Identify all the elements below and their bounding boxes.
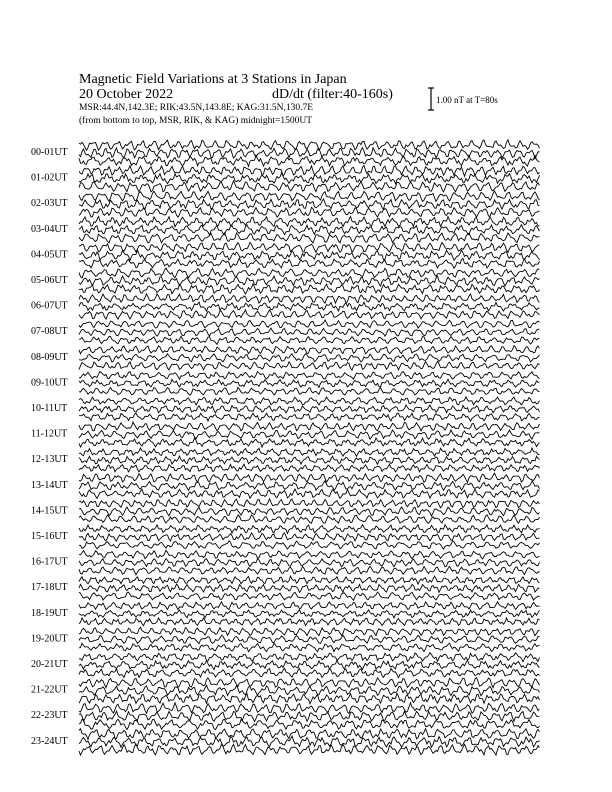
trace-kag-10-11ut <box>79 397 540 405</box>
hour-label: 16-17UT <box>31 556 68 568</box>
scale-label: 1.00 nT at T=80s <box>436 95 498 105</box>
trace-kag-15-16ut <box>79 525 540 534</box>
trace-rik-17-18ut <box>79 584 540 592</box>
trace-rik-20-21ut <box>79 660 540 670</box>
scale-bar <box>428 88 434 110</box>
hour-label: 02-03UT <box>31 198 68 210</box>
trace-msr-10-11ut <box>79 413 540 421</box>
trace-msr-07-08ut <box>79 336 540 344</box>
hour-label: 22-23UT <box>31 710 68 722</box>
trace-kag-17-18ut <box>79 576 540 584</box>
trace-msr-00-01ut <box>79 155 540 166</box>
trace-msr-06-07ut <box>79 310 540 319</box>
filter-label: dD/dt (filter:40-160s) <box>272 87 393 102</box>
hour-label: 14-15UT <box>31 505 68 517</box>
trace-kag-19-20ut <box>79 627 540 635</box>
chart-title: Magnetic Field Variations at 3 Stations in Japan <box>79 72 347 87</box>
trace-rik-15-16ut <box>79 533 540 541</box>
trace-rik-21-22ut <box>79 685 540 696</box>
trace-msr-04-05ut <box>79 258 540 268</box>
trace-kag-07-08ut <box>79 320 540 328</box>
chart-date: 20 October 2022 <box>79 87 174 102</box>
trace-group <box>79 140 540 755</box>
hour-label: 10-11UT <box>31 403 68 414</box>
hour-label: 08-09UT <box>31 351 68 363</box>
trace-kag-12-13ut <box>79 448 540 456</box>
trace-rik-18-19ut <box>79 610 540 618</box>
trace-kag-09-10ut <box>79 371 540 379</box>
trace-msr-16-17ut <box>79 566 540 575</box>
trace-msr-02-03ut <box>79 207 540 217</box>
trace-kag-13-14ut <box>79 473 540 482</box>
trace-rik-12-13ut <box>79 456 540 464</box>
hour-label: 07-08UT <box>31 326 68 338</box>
trace-rik-10-11ut <box>79 405 540 413</box>
trace-kag-14-15ut <box>79 499 540 508</box>
hour-label: 23-24UT <box>31 735 68 747</box>
trace-rik-07-08ut <box>79 328 540 336</box>
hour-label: 20-21UT <box>31 659 68 670</box>
trace-msr-13-14ut <box>79 489 540 498</box>
trace-rik-16-17ut <box>79 559 540 567</box>
trace-rik-14-15ut <box>79 507 540 516</box>
trace-msr-01-02ut <box>79 181 540 192</box>
hour-label: 15-16UT <box>31 531 68 542</box>
trace-rik-11-12ut <box>79 430 540 439</box>
trace-kag-02-03ut <box>79 191 540 201</box>
trace-kag-16-17ut <box>79 550 540 559</box>
trace-msr-14-15ut <box>79 515 540 523</box>
trace-msr-03-04ut <box>79 233 540 243</box>
trace-msr-09-10ut <box>79 387 540 395</box>
trace-kag-11-12ut <box>79 422 540 431</box>
trace-rik-04-05ut <box>79 250 540 260</box>
trace-msr-19-20ut <box>79 643 540 652</box>
hour-label: 13-14UT <box>31 479 68 491</box>
trace-rik-09-10ut <box>79 379 540 387</box>
trace-kag-22-23ut <box>79 703 540 714</box>
trace-kag-05-06ut <box>79 268 540 278</box>
trace-rik-05-06ut <box>79 276 540 286</box>
trace-kag-18-19ut <box>79 602 540 610</box>
hour-label: 21-22UT <box>31 684 68 696</box>
hour-label: 17-18UT <box>31 582 68 594</box>
trace-kag-20-21ut <box>79 653 540 662</box>
trace-msr-20-21ut <box>79 668 540 677</box>
hour-label: 04-05UT <box>31 249 68 261</box>
hour-label: 12-13UT <box>31 454 68 466</box>
hour-label: 05-06UT <box>31 275 68 286</box>
trace-kag-21-22ut <box>79 678 540 688</box>
trace-msr-05-06ut <box>79 284 540 294</box>
trace-msr-18-19ut <box>79 618 540 626</box>
trace-msr-15-16ut <box>79 541 540 549</box>
trace-kag-03-04ut <box>79 217 540 227</box>
hour-label: 11-12UT <box>31 428 68 440</box>
trace-kag-00-01ut <box>79 140 540 151</box>
trace-rik-03-04ut <box>79 225 540 235</box>
trace-msr-12-13ut <box>79 464 540 472</box>
trace-msr-17-18ut <box>79 592 540 600</box>
trace-kag-08-09ut <box>79 346 540 354</box>
trace-kag-06-07ut <box>79 294 540 303</box>
trace-rik-00-01ut <box>79 148 540 159</box>
station-order-note: (from bottom to top, MSR, RIK, & KAG) midnight=1500UT <box>79 116 313 126</box>
hour-label: 09-10UT <box>31 377 68 389</box>
hour-label: 06-07UT <box>31 300 68 312</box>
trace-msr-08-09ut <box>79 361 540 370</box>
trace-msr-21-22ut <box>79 693 540 703</box>
trace-rik-19-20ut <box>79 635 540 644</box>
trace-msr-23-24ut <box>79 744 540 755</box>
trace-rik-08-09ut <box>79 354 540 362</box>
hour-label-group <box>31 147 68 747</box>
trace-msr-11-12ut <box>79 438 540 447</box>
trace-rik-01-02ut <box>79 173 540 184</box>
trace-rik-06-07ut <box>79 302 540 311</box>
station-coordinates: MSR:44.4N,142.3E; RIK:43.5N,143.8E; KAG:31.5N,130.7E <box>79 103 314 113</box>
hour-label: 01-02UT <box>31 172 68 184</box>
hour-label: 00-01UT <box>31 147 68 158</box>
trace-msr-22-23ut <box>79 719 540 729</box>
hour-label: 19-20UT <box>31 633 68 645</box>
trace-rik-13-14ut <box>79 481 540 491</box>
trace-kag-04-05ut <box>79 242 540 252</box>
trace-rik-02-03ut <box>79 199 540 209</box>
hour-label: 18-19UT <box>31 607 68 619</box>
hour-label: 03-04UT <box>31 223 68 235</box>
